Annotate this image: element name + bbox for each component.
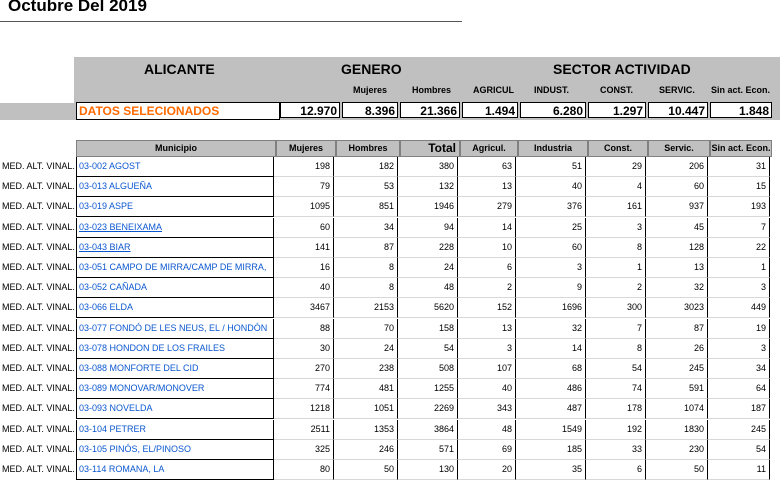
cell-sin-act: 3 [708,339,770,359]
cell-industria: 376 [516,197,586,217]
cell-const: 29 [586,157,646,177]
cell-hombres: 238 [334,359,398,379]
selected-data-row [74,102,780,120]
selected-mujeres-value: 8.396 [342,102,398,118]
cell-agricul: 14 [458,218,516,238]
table-row [0,339,780,359]
comarca-cell: MED. ALT. VINAL. [2,221,75,232]
title-underline [0,21,462,22]
col-mujeres[interactable]: Mujeres [276,140,336,157]
cell-const: 178 [586,399,646,419]
comarca-cell: MED. ALT. VINAL. [2,464,75,474]
cell-industria: 40 [516,177,586,197]
cell-servic: 45 [646,218,708,238]
cell-mujeres: 3467 [274,298,334,318]
cell-servic: 206 [646,157,708,177]
cell-hombres: 1051 [334,399,398,419]
cell-hombres: 70 [334,319,398,339]
municipio-link[interactable]: 03-078 HONDON DE LOS FRAILES [76,339,274,359]
cell-hombres: 1353 [334,420,398,440]
table-row [0,379,780,399]
cell-sin-act: 449 [708,298,770,318]
table-row [0,197,780,217]
col-municipio[interactable]: Municipio [76,140,276,157]
cell-total: 228 [398,238,458,258]
cell-agricul: 69 [458,440,516,460]
comarca-cell: MED. ALT. VINAL. [2,383,75,394]
cell-sin-act: 1 [708,258,770,278]
municipio-link[interactable]: 03-104 PETRER [76,420,274,440]
municipio-link[interactable]: 03-013 ALGUEÑA [76,177,274,197]
cell-industria: 486 [516,379,586,399]
cell-total: 24 [398,258,458,278]
comarca-cell: MED. ALT. VINAL. [2,181,75,192]
col-total[interactable]: Total [400,140,460,157]
page-title: Octubre Del 2019 [8,0,147,15]
cell-const: 7 [586,319,646,339]
cell-mujeres: 198 [274,157,334,177]
comarca-cell: MED. ALT. VINAL. [2,302,75,313]
cell-industria: 1696 [516,298,586,318]
table-row [0,359,780,379]
cell-servic: 13 [646,258,708,278]
cell-industria: 35 [516,460,586,480]
cell-servic: 591 [646,379,708,399]
municipio-link[interactable]: 03-019 ASPE [76,197,274,217]
cell-agricul: 152 [458,298,516,318]
cell-hombres: 182 [334,157,398,177]
cell-servic: 128 [646,238,708,258]
municipio-link[interactable]: 03-002 AGOST [76,157,274,177]
cell-hombres: 481 [334,379,398,399]
comarca-cell: MED. ALT. VINAL. [2,363,75,373]
col-agricul[interactable]: Agricul. [460,140,518,157]
cell-servic: 50 [646,460,708,480]
sub-mujeres: Mujeres [353,85,388,95]
selected-hombres-value: 21.366 [400,102,460,118]
cell-servic: 1074 [646,399,708,419]
cell-agricul: 2 [458,278,516,298]
cell-mujeres: 79 [274,177,334,197]
comarca-cell: MED. ALT. VINAL. [2,201,75,212]
cell-mujeres: 60 [274,218,334,238]
cell-sin-act: 64 [708,379,770,399]
cell-hombres: 851 [334,197,398,217]
cell-sin-act: 15 [708,177,770,197]
cell-industria: 51 [516,157,586,177]
sub-agricul: AGRICUL [473,85,514,95]
cell-total: 132 [398,177,458,197]
table-row [0,177,780,197]
table-row [0,319,780,339]
cell-const: 6 [586,460,646,480]
table-row [0,440,780,460]
municipio-link[interactable]: 03-093 NOVELDA [76,399,274,419]
cell-industria: 68 [516,359,586,379]
cell-total: 3864 [398,420,458,440]
comarca-cell: MED. ALT. VINAL. [2,342,75,353]
comarca-cell: MED. ALT. VINAL. [2,443,75,454]
genero-header: GENERO [341,61,402,77]
table-row [0,157,780,177]
cell-sin-act: 54 [708,440,770,460]
cell-const: 192 [586,420,646,440]
sub-sin-act: Sin act. Econ. [711,85,771,95]
col-const[interactable]: Const. [588,140,648,157]
cell-total: 158 [398,319,458,339]
region-header: ALICANTE [144,61,215,77]
municipio-link[interactable]: 03-114 ROMANA, LA [76,460,274,480]
selected-sin-act-value: 1.848 [710,102,772,118]
cell-industria: 25 [516,218,586,238]
comarca-cell: MED. ALT. VINAL. [2,282,75,293]
selected-data-label: DATOS SELECIONADOS [76,102,280,120]
comarca-cell: MED. ALT. VINAL. [2,423,75,434]
table-row [0,218,780,238]
cell-total: 94 [398,218,458,238]
cell-total: 380 [398,157,458,177]
cell-agricul: 6 [458,258,516,278]
cell-agricul: 343 [458,399,516,419]
cell-agricul: 20 [458,460,516,480]
cell-sin-act: 22 [708,238,770,258]
sector-header: SECTOR ACTIVIDAD [553,61,691,77]
cell-servic: 245 [646,359,708,379]
cell-servic: 3023 [646,298,708,318]
col-servic[interactable]: Servic. [648,140,710,157]
cell-industria: 60 [516,238,586,258]
cell-const: 54 [586,359,646,379]
table-row [0,238,780,258]
cell-mujeres: 16 [274,258,334,278]
cell-mujeres: 325 [274,440,334,460]
comarca-cell: MED. ALT. VINAL. [2,241,75,252]
cell-const: 33 [586,440,646,460]
selected-total-value: 12.970 [280,102,340,118]
cell-servic: 26 [646,339,708,359]
municipio-link[interactable]: 03-105 PINÓS, EL/PINOSO [76,440,274,460]
cell-sin-act: 34 [708,359,770,379]
cell-industria: 185 [516,440,586,460]
cell-industria: 487 [516,399,586,419]
cell-sin-act: 19 [708,319,770,339]
cell-total: 508 [398,359,458,379]
cell-industria: 9 [516,278,586,298]
cell-industria: 1549 [516,420,586,440]
cell-hombres: 50 [334,460,398,480]
cell-agricul: 107 [458,359,516,379]
cell-const: 4 [586,177,646,197]
cell-servic: 60 [646,177,708,197]
table-row [0,420,780,440]
cell-total: 130 [398,460,458,480]
cell-hombres: 24 [334,339,398,359]
cell-hombres: 8 [334,258,398,278]
cell-hombres: 53 [334,177,398,197]
sub-hombres: Hombres [412,85,452,95]
municipio-link[interactable]: 03-043 BIAR [76,238,274,258]
cell-hombres: 87 [334,238,398,258]
table-row [0,278,780,298]
cell-sin-act: 11 [708,460,770,480]
table-row [0,298,780,318]
cell-const: 8 [586,339,646,359]
table-row [0,399,780,419]
cell-hombres: 34 [334,218,398,238]
cell-industria: 32 [516,319,586,339]
cell-agricul: 3 [458,339,516,359]
cell-mujeres: 141 [274,238,334,258]
cell-sin-act: 31 [708,157,770,177]
table-row [0,258,780,278]
cell-total: 571 [398,440,458,460]
cell-hombres: 246 [334,440,398,460]
municipio-link[interactable]: 03-066 ELDA [76,298,274,318]
cell-mujeres: 80 [274,460,334,480]
sub-indust: INDUST. [534,85,570,95]
comarca-cell: MED. ALT. VINAL. [2,322,75,333]
cell-total: 5620 [398,298,458,318]
selected-const-value: 1.297 [588,102,646,118]
cell-servic: 230 [646,440,708,460]
summary-group-headers [74,57,780,81]
selected-servic-value: 10.447 [648,102,708,118]
cell-agricul: 279 [458,197,516,217]
selected-indust-value: 6.280 [520,102,586,118]
cell-agricul: 10 [458,238,516,258]
summary-panel [74,57,780,120]
cell-mujeres: 270 [274,359,334,379]
summary-subheaders [74,83,780,101]
cell-sin-act: 7 [708,218,770,238]
municipio-link[interactable]: 03-077 FONDÓ DE LES NEUS, EL / HONDÓN [76,319,274,339]
table-row [0,460,780,480]
cell-agricul: 40 [458,379,516,399]
cell-industria: 3 [516,258,586,278]
cell-total: 54 [398,339,458,359]
cell-servic: 1830 [646,420,708,440]
cell-hombres: 8 [334,278,398,298]
cell-total: 48 [398,278,458,298]
sub-const: CONST. [600,85,634,95]
cell-const: 1 [586,258,646,278]
cell-agricul: 13 [458,177,516,197]
cell-mujeres: 88 [274,319,334,339]
comarca-cell: MED. ALT. VINAL. [2,262,75,272]
sub-servic: SERVIC. [659,85,695,95]
cell-const: 3 [586,218,646,238]
municipio-link[interactable]: 03-089 MONOVAR/MONOVER [76,379,274,399]
cell-mujeres: 2511 [274,420,334,440]
table-header [74,140,780,157]
cell-servic: 937 [646,197,708,217]
cell-total: 1946 [398,197,458,217]
cell-total: 1255 [398,379,458,399]
selected-agricul-value: 1.494 [462,102,518,118]
municipio-link[interactable]: 03-052 CAÑADA [76,278,274,298]
cell-agricul: 63 [458,157,516,177]
cell-mujeres: 774 [274,379,334,399]
cell-total: 2269 [398,399,458,419]
cell-agricul: 48 [458,420,516,440]
cell-industria: 14 [516,339,586,359]
cell-sin-act: 193 [708,197,770,217]
col-industria[interactable]: Industria [518,140,588,157]
cell-sin-act: 245 [708,420,770,440]
cell-const: 74 [586,379,646,399]
municipio-link[interactable]: 03-051 CAMPO DE MIRRA/CAMP DE MIRRA, [76,258,274,278]
cell-const: 2 [586,278,646,298]
municipio-link[interactable]: 03-023 BENEIXAMA [76,218,274,238]
cell-sin-act: 187 [708,399,770,419]
cell-servic: 32 [646,278,708,298]
municipio-link[interactable]: 03-088 MONFORTE DEL CID [76,359,274,379]
comarca-cell: MED. ALT. VINAL. [2,403,75,414]
col-sin-act[interactable]: Sin act. Econ. [710,140,772,157]
cell-const: 300 [586,298,646,318]
col-hombres[interactable]: Hombres [336,140,400,157]
cell-mujeres: 40 [274,278,334,298]
comarca-cell: MED. ALT. VINAL. [2,161,75,171]
cell-mujeres: 1218 [274,399,334,419]
cell-agricul: 13 [458,319,516,339]
cell-hombres: 2153 [334,298,398,318]
summary-left-strip [0,103,74,120]
cell-sin-act: 3 [708,278,770,298]
cell-servic: 87 [646,319,708,339]
cell-const: 161 [586,197,646,217]
cell-mujeres: 1095 [274,197,334,217]
cell-mujeres: 30 [274,339,334,359]
cell-const: 8 [586,238,646,258]
